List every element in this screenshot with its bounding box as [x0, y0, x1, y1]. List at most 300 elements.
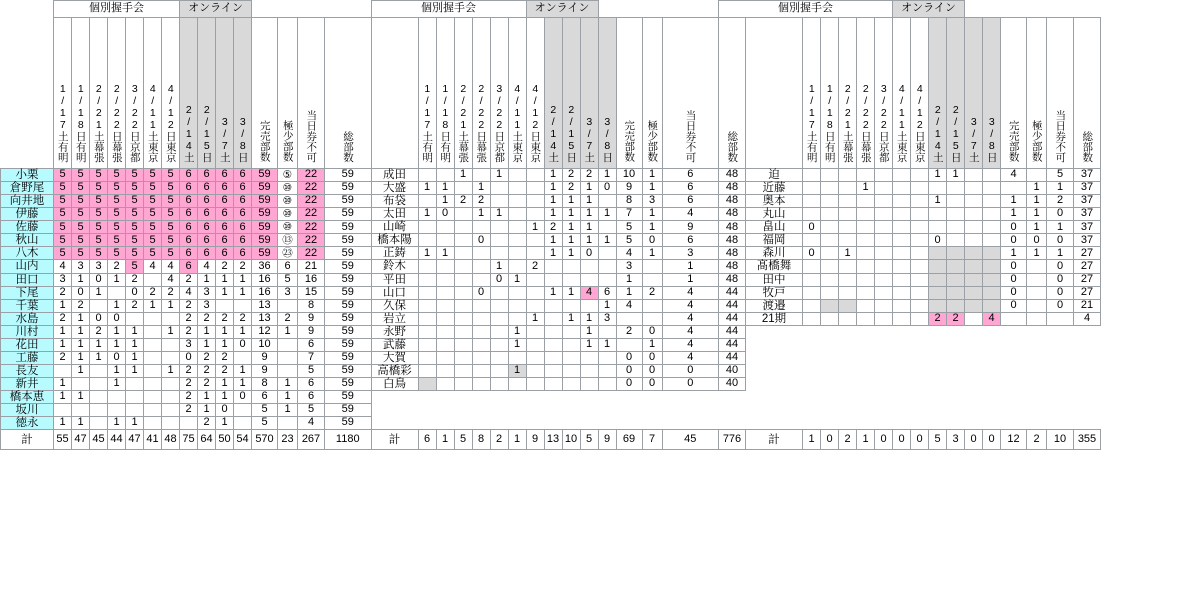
- left-cell-2: 2: [90, 325, 108, 338]
- right-cell-9: [965, 378, 983, 391]
- mid-cell-2: [454, 286, 472, 299]
- left-cell-10: 2: [234, 260, 252, 273]
- left-cell-2: 5: [90, 208, 108, 221]
- mid-cell-11: [616, 338, 642, 351]
- mid-cell-9: 0: [580, 247, 598, 260]
- mid-cell-2: [454, 260, 472, 273]
- left-cell-0: 4: [54, 260, 72, 273]
- mid-cell-14: 48: [719, 195, 746, 208]
- left-cell-13: 22: [298, 247, 325, 260]
- mid-cell-10: 1: [598, 169, 616, 182]
- right-cell-11: [1001, 404, 1027, 417]
- mid-cell-12: [642, 417, 662, 430]
- mid-cell-9: 1: [580, 312, 598, 325]
- mid-cell-6: [526, 234, 544, 247]
- left-cell-14: 59: [325, 417, 372, 430]
- right-cell-1: [821, 325, 839, 338]
- mid-cell-8: [562, 404, 580, 417]
- mid-cell-7: 2: [544, 221, 562, 234]
- mid-total-cell-8: 10: [562, 430, 580, 450]
- mid-cell-2: [454, 247, 472, 260]
- mid-cell-10: [598, 221, 616, 234]
- mid-cell-1: [436, 234, 454, 247]
- mid-cell-4: [490, 299, 508, 312]
- left-header-corner: [1, 18, 54, 169]
- right-cell-0: [803, 312, 821, 325]
- mid-cell-4: [490, 221, 508, 234]
- mid-cell-2: [454, 351, 472, 364]
- mid-cell-7: [544, 404, 562, 417]
- right-cell-5: [893, 260, 911, 273]
- mid-cell-5: [508, 195, 526, 208]
- right-cell-10: [983, 195, 1001, 208]
- mid-cell-12: 0: [642, 364, 662, 377]
- mid-cell-3: [472, 299, 490, 312]
- mid-cell-6: [526, 364, 544, 377]
- right-cell-5: [893, 378, 911, 391]
- col-header-label: 2/21土幕張: [457, 82, 470, 163]
- left-corner-cell: [1, 1, 54, 18]
- mid-cell-11: 3: [616, 260, 642, 273]
- left-cell-8: 1: [198, 404, 216, 417]
- right-cell-13: [1047, 312, 1074, 325]
- right-cell-7: 2: [929, 312, 947, 325]
- right-cell-1: [821, 247, 839, 260]
- right-group-tegami: 個別握手会: [719, 1, 893, 18]
- mid-cell-9: [580, 351, 598, 364]
- table-row: [1, 286, 1101, 299]
- mid-cell-4: [490, 391, 508, 404]
- mid-cell-14: 48: [719, 221, 746, 234]
- left-cell-5: 5: [144, 195, 162, 208]
- mid-cell-8: [562, 378, 580, 391]
- left-cell-2: 0: [90, 312, 108, 325]
- right-cell-11: [1001, 325, 1027, 338]
- right-cell-8: 1: [947, 169, 965, 182]
- left-cell-1: 5: [72, 195, 90, 208]
- right-cell-9: [965, 195, 983, 208]
- mid-col-header-1: [436, 18, 454, 169]
- left-cell-13: 4: [298, 417, 325, 430]
- right-cell-6: [911, 208, 929, 221]
- right-total-cell-14: 355: [1074, 430, 1101, 450]
- right-total-cell-4: 0: [875, 430, 893, 450]
- left-col-header-12: [278, 18, 298, 169]
- right-cell-0: [803, 338, 821, 351]
- right-cell-3: [857, 286, 875, 299]
- mid-cell-4: [490, 286, 508, 299]
- right-cell-0: [803, 195, 821, 208]
- left-cell-5: 5: [144, 221, 162, 234]
- mid-cell-0: [418, 195, 436, 208]
- right-cell-9: [965, 338, 983, 351]
- right-cell-14: 27: [1074, 260, 1101, 273]
- mid-cell-14: 44: [719, 286, 746, 299]
- mid-cell-10: [598, 273, 616, 286]
- left-cell-3: 5: [108, 169, 126, 182]
- mid-cell-4: [490, 247, 508, 260]
- left-cell-5: 5: [144, 182, 162, 195]
- mid-cell-4: [490, 417, 508, 430]
- col-header-label: 2/14土: [182, 103, 195, 163]
- right-cell-13: 2: [1047, 195, 1074, 208]
- right-cell-6: [911, 221, 929, 234]
- left-cell-9: 2: [216, 260, 234, 273]
- left-total-cell-13: 267: [298, 430, 325, 450]
- mid-cell-3: 0: [472, 234, 490, 247]
- left-cell-13: 16: [298, 273, 325, 286]
- col-header-label: 2/22日幕張: [859, 82, 872, 163]
- left-cell-11: 59: [252, 247, 278, 260]
- mid-cell-2: [454, 273, 472, 286]
- mid-cell-7: [544, 351, 562, 364]
- mid-cell-9: 1: [580, 325, 598, 338]
- mid-cell-10: [598, 378, 616, 391]
- right-cell-10: 4: [983, 312, 1001, 325]
- mid-cell-13: 1: [662, 260, 719, 273]
- right-row-name: 福岡: [746, 234, 803, 247]
- left-cell-14: 59: [325, 182, 372, 195]
- left-cell-14: 59: [325, 208, 372, 221]
- right-cell-13: [1047, 351, 1074, 364]
- table-row: [1, 312, 1101, 325]
- mid-cell-8: [562, 364, 580, 377]
- left-cell-4: 5: [126, 247, 144, 260]
- mid-cell-9: [580, 273, 598, 286]
- right-total-cell-12: 2: [1027, 430, 1047, 450]
- right-cell-1: [821, 286, 839, 299]
- right-cell-6: [911, 195, 929, 208]
- right-total-cell-3: 1: [857, 430, 875, 450]
- left-cell-6: 2: [162, 286, 180, 299]
- left-cell-8: 1: [198, 338, 216, 351]
- left-cell-11: 12: [252, 325, 278, 338]
- mid-cell-8: 2: [562, 182, 580, 195]
- left-cell-10: 2: [234, 312, 252, 325]
- mid-cell-5: [508, 169, 526, 182]
- mid-cell-10: [598, 247, 616, 260]
- right-row-name: 髙橋舞: [746, 260, 803, 273]
- right-cell-3: [857, 260, 875, 273]
- mid-cell-13: 0: [662, 378, 719, 391]
- left-cell-7: 6: [180, 234, 198, 247]
- right-cell-2: [839, 182, 857, 195]
- right-cell-10: [983, 286, 1001, 299]
- mid-cell-12: [642, 312, 662, 325]
- left-cell-1: 5: [72, 182, 90, 195]
- table-row: [1, 195, 1101, 208]
- mid-cell-3: 1: [472, 208, 490, 221]
- right-cell-12: [1027, 364, 1047, 377]
- mid-total-cell-4: 2: [490, 430, 508, 450]
- left-cell-8: 6: [198, 182, 216, 195]
- right-cell-0: [803, 325, 821, 338]
- col-header-label: 1/18日有明: [823, 82, 836, 163]
- left-col-header-3: [108, 18, 126, 169]
- right-cell-6: [911, 325, 929, 338]
- right-row-name: 田中: [746, 273, 803, 286]
- right-cell-11: [1001, 378, 1027, 391]
- mid-cell-4: [490, 364, 508, 377]
- right-cell-13: 0: [1047, 273, 1074, 286]
- right-row-name: 畠山: [746, 221, 803, 234]
- right-cell-11: 0: [1001, 234, 1027, 247]
- left-cell-1: 1: [72, 417, 90, 430]
- mid-cell-3: [472, 404, 490, 417]
- mid-cell-2: 1: [454, 169, 472, 182]
- right-cell-4: [875, 169, 893, 182]
- mid-row-name: [371, 391, 418, 404]
- right-cell-6: [911, 378, 929, 391]
- mid-row-name: 山崎: [371, 221, 418, 234]
- right-cell-13: [1047, 325, 1074, 338]
- mid-group-tegami: 個別握手会: [371, 1, 526, 18]
- right-cell-7: [929, 417, 947, 430]
- right-cell-7: [929, 338, 947, 351]
- left-cell-3: 1: [108, 338, 126, 351]
- right-cell-4: [875, 195, 893, 208]
- left-cell-13: 8: [298, 299, 325, 312]
- col-header-label: 極少部数: [646, 120, 659, 163]
- mid-cell-5: 1: [508, 338, 526, 351]
- mid-cell-13: 9: [662, 221, 719, 234]
- mid-cell-4: 0: [490, 273, 508, 286]
- left-cell-7: 2: [180, 404, 198, 417]
- mid-cell-9: 1: [580, 221, 598, 234]
- mid-cell-6: [526, 351, 544, 364]
- mid-cell-0: [418, 260, 436, 273]
- right-cell-10: [983, 260, 1001, 273]
- right-cell-6: [911, 260, 929, 273]
- left-cell-4: 0: [126, 286, 144, 299]
- right-row-name: 21期: [746, 312, 803, 325]
- left-cell-12: 3: [278, 286, 298, 299]
- left-cell-5: [144, 391, 162, 404]
- mid-cell-10: [598, 325, 616, 338]
- mid-cell-11: 1: [616, 273, 642, 286]
- right-cell-8: [947, 247, 965, 260]
- right-cell-3: [857, 208, 875, 221]
- left-cell-5: 5: [144, 247, 162, 260]
- right-cell-5: [893, 182, 911, 195]
- right-cell-3: [857, 325, 875, 338]
- left-cell-10: 6: [234, 169, 252, 182]
- right-cell-4: [875, 260, 893, 273]
- right-cell-11: [1001, 312, 1027, 325]
- left-cell-9: 1: [216, 286, 234, 299]
- mid-cell-0: [418, 234, 436, 247]
- right-cell-3: [857, 169, 875, 182]
- left-cell-6: 5: [162, 247, 180, 260]
- left-cell-3: 5: [108, 234, 126, 247]
- left-col-header-13: [298, 18, 325, 169]
- mid-cell-1: [436, 351, 454, 364]
- left-cell-7: 6: [180, 208, 198, 221]
- right-cell-8: [947, 286, 965, 299]
- mid-cell-0: [418, 325, 436, 338]
- right-cell-14: 27: [1074, 247, 1101, 260]
- mid-cell-13: 4: [662, 312, 719, 325]
- mid-cell-4: [490, 312, 508, 325]
- mid-row-name: 平田: [371, 273, 418, 286]
- left-row-name: 秋山: [1, 234, 54, 247]
- right-cell-0: [803, 417, 821, 430]
- col-header-label: 極少部数: [281, 120, 294, 163]
- mid-cell-7: 1: [544, 208, 562, 221]
- right-row-name: [746, 404, 803, 417]
- col-header-label: 極少部数: [1030, 120, 1043, 163]
- left-cell-4: 1: [126, 338, 144, 351]
- right-cell-14: [1074, 338, 1101, 351]
- left-col-header-6: [162, 18, 180, 169]
- mid-cell-9: [580, 260, 598, 273]
- mid-cell-0: [418, 378, 436, 391]
- left-cell-13: 6: [298, 391, 325, 404]
- left-cell-3: 1: [108, 273, 126, 286]
- table-row: [1, 182, 1101, 195]
- mid-cell-12: [642, 391, 662, 404]
- right-total-cell-13: 10: [1047, 430, 1074, 450]
- right-cell-11: 0: [1001, 286, 1027, 299]
- group-header-row: [1, 1, 1101, 18]
- left-cell-4: 1: [126, 364, 144, 377]
- mid-cell-9: 2: [580, 169, 598, 182]
- col-header-label: 当日券不可: [305, 109, 318, 163]
- mid-cell-0: [418, 338, 436, 351]
- mid-cell-4: [490, 404, 508, 417]
- left-cell-4: 5: [126, 234, 144, 247]
- right-cell-8: [947, 182, 965, 195]
- left-total-cell-3: 44: [108, 430, 126, 450]
- left-cell-6: 5: [162, 195, 180, 208]
- left-cell-11: 16: [252, 286, 278, 299]
- left-cell-13: 22: [298, 234, 325, 247]
- mid-cell-10: [598, 364, 616, 377]
- table-row: [1, 299, 1101, 312]
- left-cell-3: 1: [108, 364, 126, 377]
- left-cell-7: 2: [180, 299, 198, 312]
- col-header-label: 1/17土有明: [805, 82, 818, 163]
- mid-cell-1: [436, 417, 454, 430]
- left-cell-1: [72, 378, 90, 391]
- right-cell-3: [857, 221, 875, 234]
- left-row-name: 坂川: [1, 404, 54, 417]
- mid-cell-5: [508, 234, 526, 247]
- right-cell-12: 1: [1027, 221, 1047, 234]
- right-cell-9: [965, 234, 983, 247]
- mid-cell-12: 0: [642, 378, 662, 391]
- right-cell-7: [929, 286, 947, 299]
- mid-cell-1: [436, 312, 454, 325]
- right-cell-6: [911, 404, 929, 417]
- right-cell-4: [875, 299, 893, 312]
- right-cell-7: [929, 299, 947, 312]
- right-cell-10: [983, 234, 1001, 247]
- mid-col-header-0: [418, 18, 436, 169]
- right-cell-8: [947, 325, 965, 338]
- left-cell-14: 59: [325, 338, 372, 351]
- right-cell-1: [821, 404, 839, 417]
- right-cell-10: [983, 338, 1001, 351]
- left-cell-8: 3: [198, 286, 216, 299]
- right-cell-10: [983, 299, 1001, 312]
- left-cell-7: 2: [180, 378, 198, 391]
- left-cell-14: 59: [325, 325, 372, 338]
- mid-row-name: 布袋: [371, 195, 418, 208]
- right-cell-14: 37: [1074, 169, 1101, 182]
- left-cell-10: 6: [234, 208, 252, 221]
- mid-cell-6: 1: [526, 312, 544, 325]
- col-header-label: 4/12日東京: [164, 82, 177, 163]
- col-header-label: 1/17土有明: [56, 82, 69, 163]
- col-header-label: 4/11土東京: [511, 82, 524, 163]
- col-header-label: 3/7土: [218, 115, 231, 163]
- mid-col-header-3: [472, 18, 490, 169]
- mid-row-name: 久保: [371, 299, 418, 312]
- left-cell-13: 9: [298, 325, 325, 338]
- left-total-cell-1: 47: [72, 430, 90, 450]
- left-cell-14: 59: [325, 247, 372, 260]
- left-cell-12: [278, 299, 298, 312]
- left-cell-9: 2: [216, 312, 234, 325]
- mid-cell-8: 1: [562, 221, 580, 234]
- left-cell-8: 2: [198, 364, 216, 377]
- right-cell-10: [983, 182, 1001, 195]
- right-cell-1: [821, 182, 839, 195]
- mid-row-name: [371, 404, 418, 417]
- right-cell-11: 1: [1001, 247, 1027, 260]
- right-cell-1: [821, 273, 839, 286]
- left-cell-12: ㉓: [278, 247, 298, 260]
- right-cell-5: [893, 195, 911, 208]
- right-cell-14: [1074, 404, 1101, 417]
- left-total-label: 計: [1, 430, 54, 450]
- mid-cell-13: 4: [662, 338, 719, 351]
- left-cell-13: 22: [298, 195, 325, 208]
- right-row-name: 迫: [746, 169, 803, 182]
- mid-cell-8: [562, 391, 580, 404]
- left-cell-6: 5: [162, 169, 180, 182]
- left-cell-1: 1: [72, 325, 90, 338]
- col-header-label: 完売部数: [623, 120, 636, 163]
- column-header-row: [1, 18, 1101, 169]
- mid-cell-10: 3: [598, 312, 616, 325]
- left-cell-5: 1: [144, 299, 162, 312]
- right-row-name: [746, 378, 803, 391]
- right-col-header-8: [947, 18, 965, 169]
- totals-row: [1, 430, 1101, 450]
- right-cell-10: [983, 391, 1001, 404]
- mid-col-header-2: [454, 18, 472, 169]
- mid-cell-12: 1: [642, 182, 662, 195]
- mid-cell-14: 48: [719, 182, 746, 195]
- mid-cell-6: [526, 182, 544, 195]
- left-cell-6: [162, 312, 180, 325]
- right-total-cell-5: 0: [893, 430, 911, 450]
- table-row: [1, 338, 1101, 351]
- right-cell-8: [947, 234, 965, 247]
- right-cell-0: [803, 299, 821, 312]
- mid-cell-10: 1: [598, 234, 616, 247]
- mid-cell-10: [598, 351, 616, 364]
- right-cell-3: [857, 299, 875, 312]
- right-cell-14: 37: [1074, 234, 1101, 247]
- mid-cell-7: 1: [544, 182, 562, 195]
- left-cell-1: 5: [72, 247, 90, 260]
- right-cell-5: [893, 299, 911, 312]
- left-cell-11: 5: [252, 417, 278, 430]
- left-cell-14: 59: [325, 273, 372, 286]
